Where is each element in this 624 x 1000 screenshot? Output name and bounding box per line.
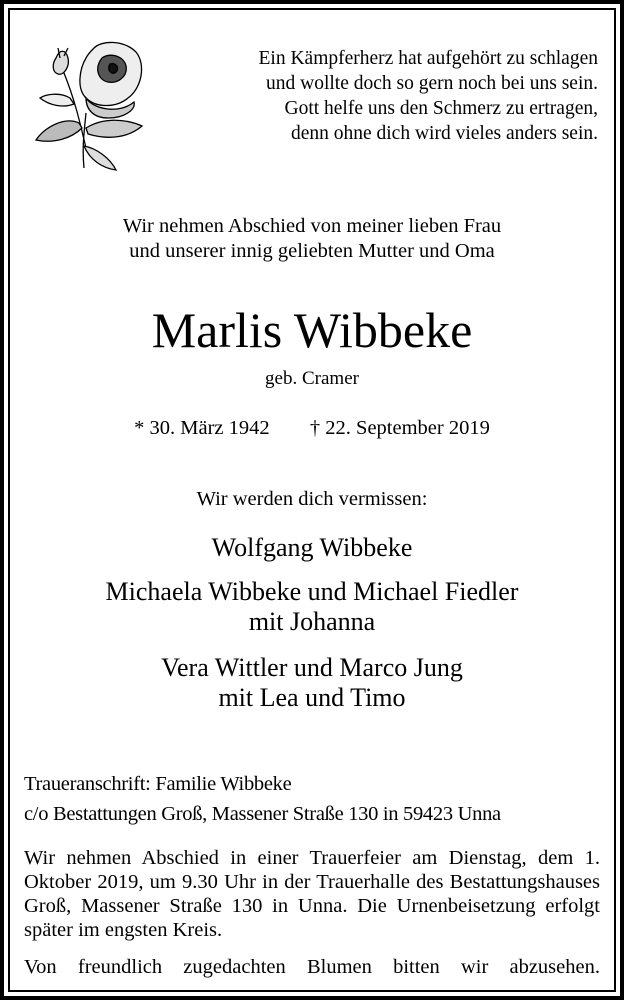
- poem: [259, 46, 598, 146]
- address-line: c/o Bestattungen Groß, Massener Straße 130 in 59423 Unna: [24, 803, 501, 825]
- intro: [0, 214, 624, 264]
- birth-date: * 30. März 1942: [134, 417, 270, 439]
- family-line: mit Johanna: [248, 607, 376, 636]
- family-member: Wolfgang Wibbeke: [211, 533, 413, 562]
- deceased-name: Marlis Wibbeke: [151, 302, 473, 358]
- ceremony-text: Wir nehmen Abschied in einer Trauerfeier am Dienstag, dem 1. Oktober 2019, um 9.30 Uhr in der Trauerhalle des Bestattungshauses Groß, Massener Straße 130 in Unna. Die Urnenbeisetzung erfolgt später im engsten Kreis.: [24, 847, 600, 941]
- address-line: Traueranschrift: Familie Wibbeke: [24, 773, 292, 795]
- poem-line: Ein Kämpferherz hat aufgehört zu schlagen: [258, 48, 598, 69]
- address: [24, 772, 600, 826]
- flowers-note: Von freundlich zugedachten Blumen bitten wir abzusehen.: [24, 956, 600, 978]
- intro-line: und unserer innig geliebten Mutter und Oma: [129, 240, 495, 262]
- maiden-name: geb. Cramer: [265, 368, 359, 389]
- family-line: Michaela Wibbeke und Michael Fiedler: [105, 577, 519, 606]
- rose-illustration-icon: [24, 18, 154, 173]
- miss-line: Wir werden dich vermissen:: [196, 488, 428, 510]
- family-member: [0, 577, 624, 637]
- poem-line: Gott helfe uns den Schmerz zu ertragen,: [284, 98, 598, 119]
- family-line: Vera Wittler und Marco Jung: [161, 653, 463, 682]
- intro-line: Wir nehmen Abschied von meiner lieben Frau: [122, 215, 502, 237]
- dates: [0, 416, 624, 441]
- family-line: mit Lea und Timo: [218, 683, 406, 712]
- death-date: † 22. September 2019: [309, 417, 490, 439]
- poem-line: denn ohne dich wird vieles anders sein.: [290, 123, 598, 144]
- poem-line: und wollte doch so gern noch bei uns sein.: [266, 73, 598, 94]
- family-member: [0, 653, 624, 713]
